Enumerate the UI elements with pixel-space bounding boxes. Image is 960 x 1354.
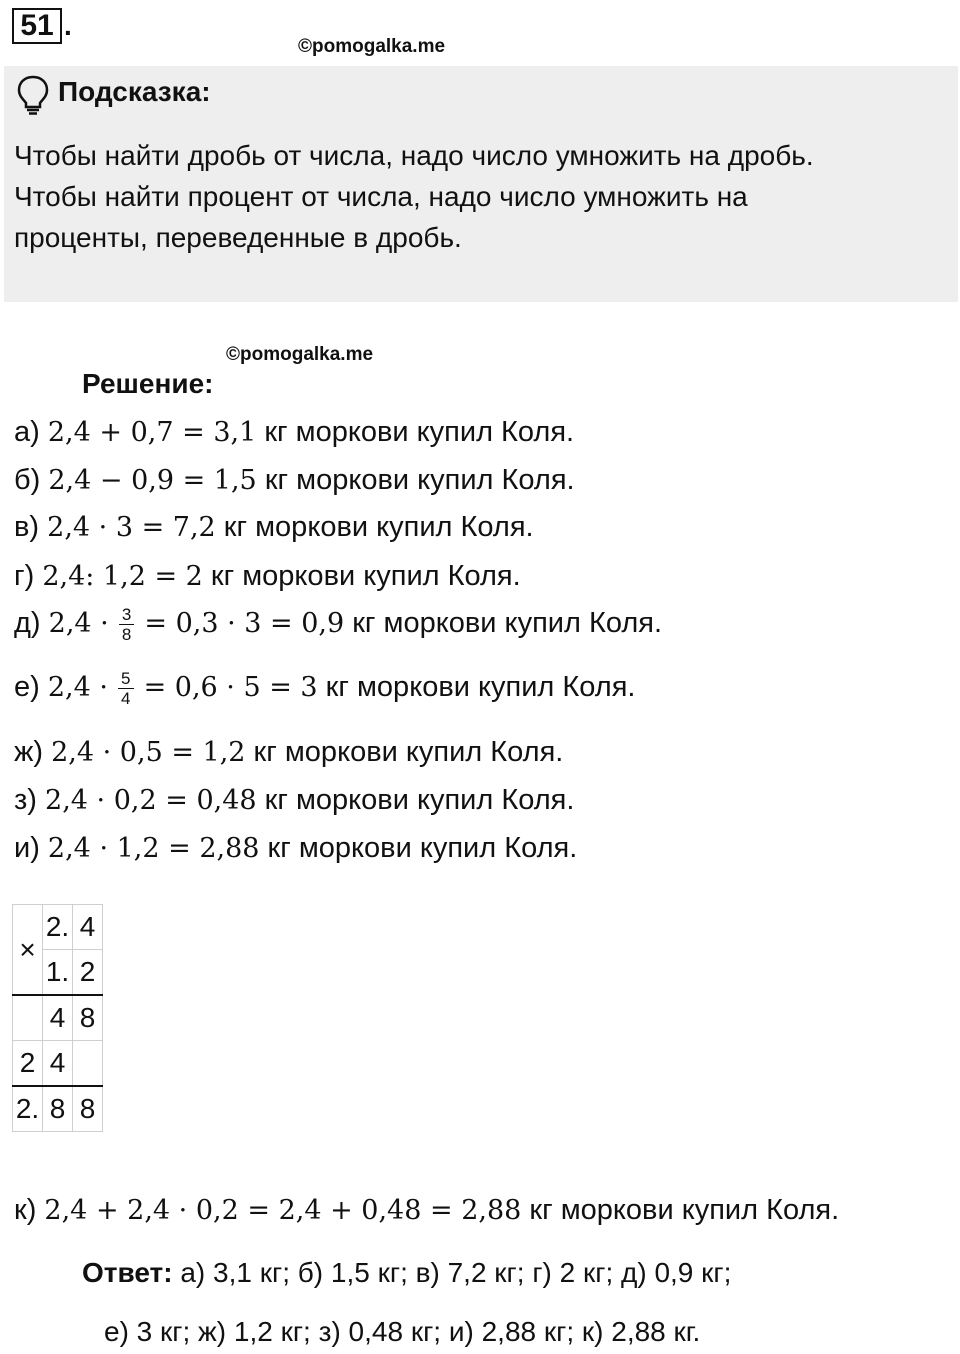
solution-line-b	[14, 464, 575, 497]
mult-cell: 2	[13, 1041, 43, 1087]
multiply-sign: ×	[13, 905, 43, 996]
mult-row	[13, 995, 103, 1041]
line-expression-pre: 2,4 ·	[48, 608, 109, 640]
line-suffix: кг моркови купил Коля.	[325, 671, 636, 704]
mult-cell: 8	[73, 995, 103, 1041]
solution-line-a	[14, 416, 574, 449]
mult-cell: 4	[43, 1041, 73, 1087]
fraction-numerator: 5	[118, 669, 133, 689]
line-suffix: кг моркови купил Коля.	[264, 784, 575, 816]
line-expression: 2,4 + 2,4 · 0,2 = 2,4 + 0,48 = 2,88	[44, 1195, 522, 1226]
mult-row	[13, 1041, 103, 1087]
line-suffix: кг моркови купил Коля.	[264, 464, 575, 496]
answer-text: а) 3,1 кг; б) 1,5 кг; в) 7,2 кг; г) 2 кг; д) 0,9 кг;	[180, 1257, 732, 1288]
fraction-denominator: 8	[121, 625, 132, 644]
solution-line-g	[14, 560, 521, 593]
line-expression: 2,4 + 0,7 = 3,1	[47, 417, 257, 448]
line-suffix: кг моркови купил Коля.	[529, 1194, 840, 1226]
line-expression-pre: 2,4 ·	[47, 672, 108, 704]
line-expression: 2,4 · 3 = 7,2	[47, 512, 216, 543]
line-expression: 2,4 − 0,9 = 1,5	[48, 465, 257, 496]
solution-line-k	[14, 1194, 839, 1227]
watermark-top: ©pomogalka.me	[298, 36, 446, 57]
mult-cell: 8	[43, 1086, 73, 1132]
mult-cell: 8	[73, 1086, 103, 1132]
mult-cell: 2.	[43, 905, 73, 950]
line-suffix: кг моркови купил Коля.	[210, 560, 521, 592]
line-expression: 2,4 · 0,2 = 0,48	[45, 785, 257, 816]
answer-line-2: е) 3 кг; ж) 1,2 кг; з) 0,48 кг; и) 2,88 кг; к) 2,88 кг.	[104, 1316, 701, 1347]
line-suffix: кг моркови купил Коля.	[267, 832, 578, 864]
line-expression: 2,4: 1,2 = 2	[42, 561, 203, 592]
watermark-middle: ©pomogalka.me	[226, 344, 374, 365]
line-label: в)	[14, 511, 40, 543]
fraction	[119, 605, 134, 644]
solution-title: Решение:	[82, 368, 214, 399]
mult-cell	[73, 1041, 103, 1087]
line-expression-post: = 0,3 · 3 = 0,9	[144, 608, 345, 640]
mult-row	[13, 905, 103, 950]
problem-number-dot: .	[64, 10, 72, 41]
line-expression: 2,4 · 0,5 = 1,2	[51, 737, 246, 768]
hint-line: Чтобы найти дробь от числа, надо число умножить на дробь.	[14, 140, 814, 171]
solution-line-zh	[14, 736, 563, 769]
line-label: а)	[14, 416, 40, 448]
mult-cell: 2	[73, 950, 103, 996]
line-label: г)	[14, 560, 35, 592]
solution-line-z	[14, 784, 574, 817]
line-label: д)	[14, 607, 41, 640]
line-label: з)	[14, 784, 37, 816]
line-label: и)	[14, 832, 40, 864]
column-multiplication	[12, 904, 103, 1132]
line-suffix: кг моркови купил Коля.	[352, 607, 663, 640]
fraction-denominator: 4	[121, 689, 131, 708]
line-suffix: кг моркови купил Коля.	[264, 416, 575, 448]
mult-cell: 4	[73, 905, 103, 950]
solution-line-d	[14, 605, 662, 644]
line-expression: 2,4 · 1,2 = 2,88	[47, 833, 260, 864]
line-label: б)	[14, 464, 41, 496]
solution-line-v	[14, 511, 534, 544]
answer-label: Ответ:	[82, 1257, 173, 1288]
line-label: е)	[14, 671, 40, 704]
fraction	[118, 669, 133, 708]
line-suffix: кг моркови купил Коля.	[253, 736, 564, 768]
hint-title: Подсказка:	[58, 76, 211, 107]
problem-number: 51	[12, 8, 62, 44]
mult-cell: 1.	[43, 950, 73, 996]
line-expression-post: = 0,6 · 5 = 3	[143, 672, 318, 704]
hint-line: проценты, переведенные в дробь.	[14, 222, 462, 253]
solution-line-i	[14, 832, 577, 865]
line-label: к)	[14, 1194, 37, 1226]
mult-cell	[13, 995, 43, 1041]
fraction-numerator: 3	[119, 605, 134, 625]
mult-cell: 4	[43, 995, 73, 1041]
lightbulb-icon	[16, 74, 50, 116]
solution-line-e	[14, 669, 635, 708]
answer-line-1	[82, 1257, 731, 1289]
mult-cell: 2.	[13, 1086, 43, 1132]
line-suffix: кг моркови купил Коля.	[223, 511, 534, 543]
hint-line: Чтобы найти процент от числа, надо число умножить на	[14, 181, 748, 212]
line-label: ж)	[14, 736, 44, 768]
mult-row	[13, 1086, 103, 1132]
